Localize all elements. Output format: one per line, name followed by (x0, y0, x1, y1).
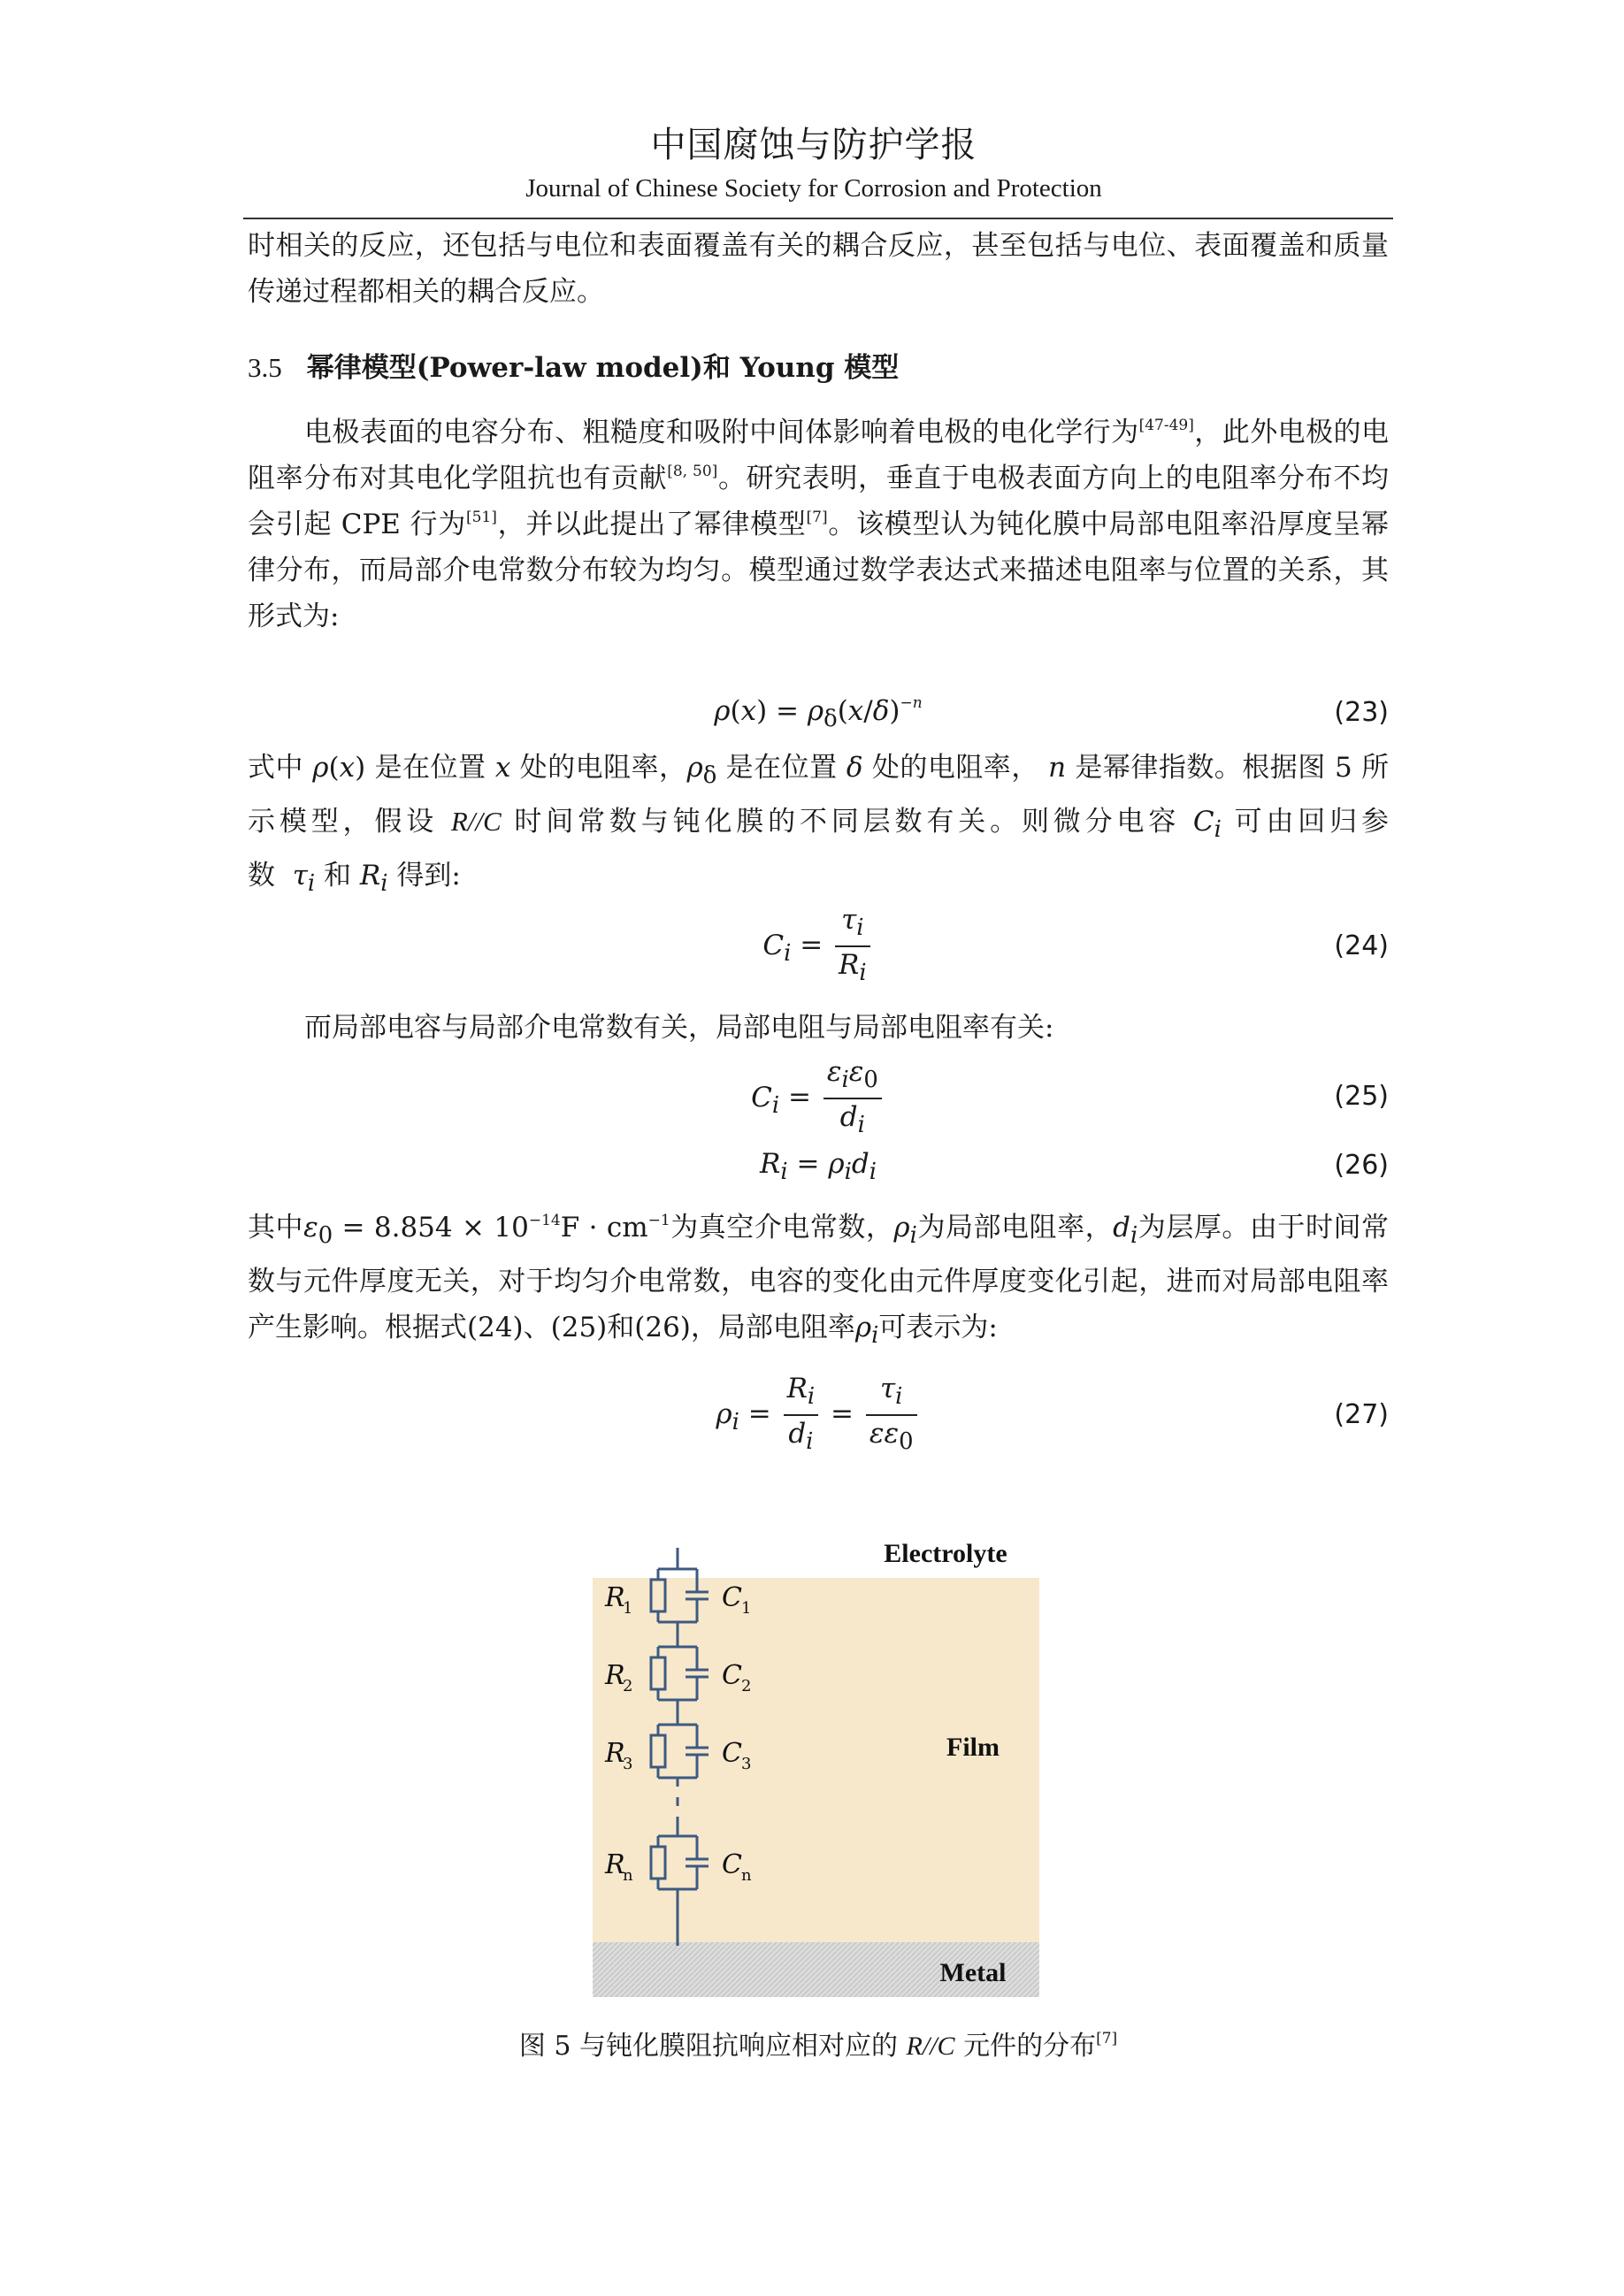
equation-23-body: $\rho(x) = \rho_\delta(x/\delta)^{-n}$ (714, 694, 923, 733)
capacitor-label: C (722, 1582, 742, 1613)
paragraph-power-law (248, 409, 1389, 639)
equation-24 (248, 902, 1389, 991)
resistor-label: R (605, 1582, 625, 1613)
epsilon-unit-exponent: −1 (647, 1212, 670, 1229)
para4-text: 为层厚。由于时间常数与元件厚度无关，对于均匀介电常数，电容的变化由元件厚度变化引起，进而对局部电阻率产生影响。根据式(24)、(25)和(26)，局部电阻率 (248, 1212, 1390, 1344)
resistor-subscript: 2 (623, 1677, 633, 1695)
para2-text: 和 (324, 860, 351, 892)
para1-text-3: 。研究表明，垂直于电极表面方向上的电阻率分布不均会引起 CPE 行为 (248, 463, 1390, 540)
resistor-subscript: 3 (623, 1755, 633, 1773)
rc-distribution-diagram (593, 1521, 1044, 1999)
resistor-label: R (605, 1660, 625, 1691)
section-number: 3.5 (248, 352, 282, 383)
equation-23 (248, 692, 1389, 738)
journal-header (243, 122, 1384, 205)
equation-26 (248, 1144, 1389, 1190)
para4-text: 为真空介电常数， (670, 1212, 894, 1244)
intro-text: 时相关的反应，还包括与电位和表面覆盖有关的耦合反应，甚至包括与电位、表面覆盖和质量传递过程都相关的耦合反应。 (248, 230, 1389, 308)
section-title: 幂律模型(Power-law model)和 Young 模型 (306, 352, 900, 384)
capacitor-subscript: 3 (741, 1755, 752, 1773)
rc-label: R//C (450, 806, 502, 838)
equation-23-number: (23) (1334, 697, 1389, 728)
para2-text: 得到: (396, 860, 461, 892)
intro-paragraph (248, 223, 1389, 315)
para2-text: 是在位置 (374, 752, 486, 784)
citation[interactable]: [51] (465, 509, 497, 526)
caption-text-2: 元件的分布 (963, 2031, 1097, 2062)
caption-text-1: 图 5 与钝化膜阻抗响应相对应的 (518, 2031, 898, 2062)
header-rule (243, 218, 1393, 219)
para2-text: 处的电阻率， (519, 752, 687, 784)
capacitor-subscript: n (741, 1866, 752, 1885)
equation-25 (248, 1054, 1389, 1139)
citation[interactable]: [7] (806, 509, 828, 526)
para4-text: 可表示为: (878, 1312, 998, 1344)
film-label: Film (946, 1733, 1000, 1762)
para2-text: 时间常数与钝化膜的不同层数有关。则微分电容 (514, 806, 1181, 838)
para1-text-5: 。该模型认为钝化膜中局部电阻率沿厚度呈幂律分布，而局部介电常数分布较为均匀。模型通过数学表达式来描述电阻率与位置的关系，其形式为: (248, 509, 1390, 632)
section-heading (248, 345, 1389, 391)
para1-text-1: 电极表面的电容分布、粗糙度和吸附中间体影响着电极的电化学行为 (304, 417, 1139, 448)
equation-27 (248, 1371, 1389, 1459)
para4-text: 为局部电阻率， (916, 1212, 1114, 1244)
capacitor-subscript: 1 (741, 1599, 752, 1618)
para1-text-4: ，并以此提出了幂律模型 (496, 509, 807, 540)
para3-text: 而局部电容与局部介电常数有关，局部电阻与局部电阻率有关: (304, 1012, 1054, 1044)
epsilon-exponent: −14 (528, 1212, 561, 1229)
resistor-label: R (605, 1849, 625, 1880)
caption-rc: R//C (906, 2032, 955, 2061)
resistor-subscript: 1 (623, 1599, 633, 1618)
resistor-label: R (605, 1738, 625, 1769)
equation-26-body: $R_i = \rho_id_i$ (760, 1148, 877, 1186)
epsilon-unit: F · cm (560, 1212, 648, 1244)
para4-text: 其中 (248, 1212, 304, 1244)
epsilon-value: = 8.854 × 10 (341, 1212, 529, 1244)
caption-citation[interactable]: [7] (1096, 2030, 1118, 2047)
journal-title-en: Journal of Chinese Society for Corrosion and Protection (525, 174, 1102, 203)
citation[interactable]: [8, 50] (667, 463, 718, 480)
equation-26-number: (26) (1334, 1150, 1389, 1181)
equation-24-body: $C_i$ = $\frac{\tau_i}{R_i}$ (248, 902, 1389, 991)
equation-25-number: (25) (1334, 1081, 1389, 1112)
equation-27-number: (27) (1334, 1399, 1389, 1430)
para1-text-2: ，此外电极的电阻率分布对其电化学阻抗也有贡献 (248, 417, 1390, 494)
capacitor-label: C (722, 1660, 742, 1691)
capacitor-subscript: 2 (741, 1677, 752, 1695)
para2-text: 是幂律指数。根据图 5 所示模型，假设 (248, 752, 1390, 838)
capacitor-label: C (722, 1738, 742, 1769)
para2-text: 是在位置 (725, 752, 838, 784)
figure-5 (593, 1521, 1044, 1999)
journal-title-cn: 中国腐蚀与防护学报 (650, 125, 977, 165)
para2-text: 处的电阻率， (871, 752, 1039, 784)
equation-27-body: $\rho_i$ = $\frac{R_i}{d_i}$ = $\frac{\tau_i}{\varepsilon\varepsilon_0}$ (248, 1371, 1389, 1459)
paragraph-definitions: 式中 ρ(x) 是在位置 x 处的电阻率，$\rho_\delta$ 是在位置 δ 处的电阻率， n 是幂律指数。根据图 5 所示模型，假设 R//C 时间常数与钝化膜的不同层数有关。则微分电容 $C_i$ 可由回归参数 $\tau_i$ 和 $R_i$ 得到: (248, 752, 1390, 898)
figure-caption (248, 2027, 1389, 2066)
citation[interactable]: [47-49] (1138, 417, 1194, 434)
resistor-subscript: n (623, 1866, 633, 1885)
paragraph-local-capacitance (248, 1005, 1389, 1051)
equation-25-body: $C_i$ = $\frac{\varepsilon_i\varepsilon_0}{d_i}$ (248, 1054, 1389, 1143)
electrolyte-label: Electrolyte (884, 1539, 1007, 1568)
capacitor-label: C (722, 1849, 742, 1880)
para2-text: 可由回归参数 (248, 806, 1390, 892)
metal-label: Metal (939, 1958, 1007, 1987)
equation-24-number: (24) (1334, 930, 1389, 961)
paragraph-local-resistivity: 其中$\varepsilon_0 = 8.854 \times 10^{-14}F \cdot cm^{-1}$为真空介电常数，$\rho_i$为局部电阻率，$d_i$为层厚。由于时间常数与元件厚度无关，对于均匀介电常数，电容的变化由元件厚度变化引起，进而对局部电阻率产生影响。根据式(24)、(25)和(26)，局部电阻率$\rho_i$可表示为: (248, 1212, 1390, 1350)
para2-text: 式中 (248, 752, 303, 784)
